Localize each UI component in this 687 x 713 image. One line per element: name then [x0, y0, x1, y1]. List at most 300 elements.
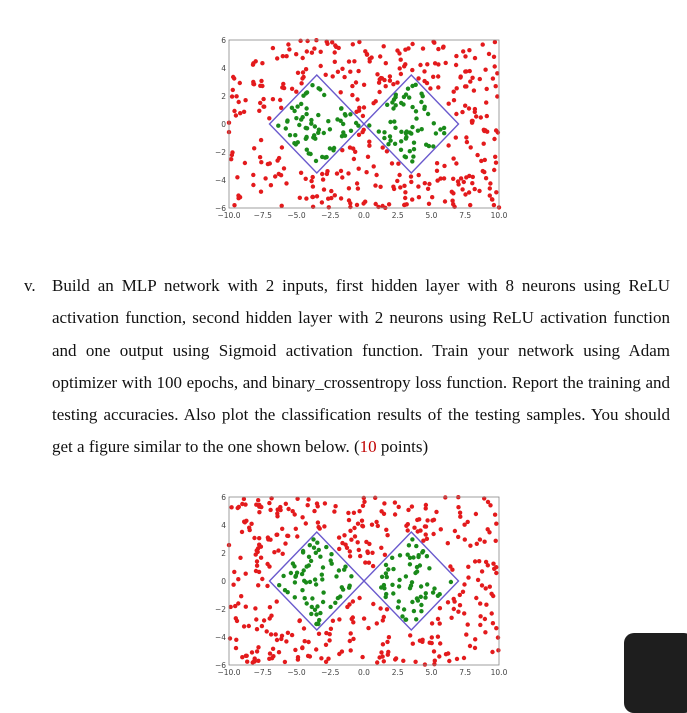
x-tick-label: 2.5 — [391, 668, 404, 675]
scatter-plot-bottom-svg — [207, 485, 507, 675]
red-point — [473, 107, 477, 111]
red-point — [493, 40, 497, 44]
green-point — [408, 586, 412, 590]
red-point — [284, 639, 288, 643]
red-point — [462, 180, 466, 184]
red-point — [432, 518, 436, 522]
red-point — [412, 526, 416, 530]
red-point — [315, 501, 319, 505]
green-point — [294, 116, 298, 120]
red-point — [473, 56, 477, 60]
red-point — [430, 641, 434, 645]
red-point — [254, 552, 258, 556]
green-point — [391, 106, 395, 110]
green-point — [316, 131, 320, 135]
red-point — [430, 635, 434, 639]
green-point — [312, 546, 316, 550]
red-point — [244, 572, 248, 576]
y-tick-label: 6 — [221, 36, 226, 45]
green-point — [331, 148, 335, 152]
red-point — [463, 537, 467, 541]
y-tick-label: 2 — [221, 549, 226, 558]
green-point — [403, 154, 407, 158]
red-point — [273, 174, 277, 178]
green-point — [385, 575, 389, 579]
red-point — [492, 203, 496, 207]
green-point — [425, 582, 429, 586]
green-point — [334, 574, 338, 578]
red-point — [251, 183, 255, 187]
red-point — [410, 42, 414, 46]
question-body: Build an MLP network with 2 inputs, first hidden layer with 8 neurons using ReLU activation function, second hidden layer with 2 neurons using ReLU activation function and one output using Sigmoid activation function. Train your network using Adam optimizer with 100 epochs, and binary_crossentropy loss function. Report the training and testing accuracies. Also plot the classification results of the testing samples. You should get a figure similar to the one shown below. ( — [52, 276, 670, 457]
green-point — [432, 586, 436, 590]
green-point — [337, 568, 341, 572]
green-point — [348, 112, 352, 116]
green-point — [277, 583, 281, 587]
green-point — [328, 127, 332, 131]
green-point — [399, 130, 403, 134]
red-point — [231, 88, 235, 92]
red-point — [402, 64, 406, 68]
red-point — [329, 189, 333, 193]
red-point — [248, 528, 252, 532]
x-tick-label: 10.0 — [490, 211, 507, 218]
red-point — [256, 659, 260, 663]
green-point — [308, 580, 312, 584]
red-point — [473, 187, 477, 191]
green-point — [321, 565, 325, 569]
red-point — [265, 584, 269, 588]
green-point — [411, 154, 415, 158]
red-point — [339, 169, 343, 173]
red-point — [232, 76, 236, 80]
red-point — [328, 632, 332, 636]
red-point — [322, 524, 326, 528]
red-point — [459, 176, 463, 180]
red-point — [463, 192, 467, 196]
green-point — [419, 603, 423, 607]
red-point — [349, 648, 353, 652]
red-point — [381, 642, 385, 646]
red-point — [333, 504, 337, 508]
red-point — [384, 528, 388, 532]
red-point — [371, 101, 375, 105]
red-point — [361, 504, 365, 508]
green-point — [397, 578, 401, 582]
red-point — [452, 597, 456, 601]
green-point — [396, 605, 400, 609]
red-point — [473, 559, 477, 563]
green-point — [449, 580, 453, 584]
x-tick-label: −2.5 — [321, 668, 340, 675]
red-point — [279, 173, 283, 177]
red-point — [242, 624, 246, 628]
red-point — [377, 90, 381, 94]
green-point — [380, 575, 384, 579]
red-point — [266, 535, 270, 539]
red-point — [240, 530, 244, 534]
red-point — [397, 173, 401, 177]
green-point — [314, 551, 318, 555]
green-point — [407, 95, 411, 99]
red-point — [477, 559, 481, 563]
y-tick-label: −4 — [214, 633, 226, 642]
red-point — [494, 626, 498, 630]
red-point — [371, 564, 375, 568]
question-text — [52, 270, 670, 464]
y-tick-label: −4 — [214, 176, 226, 185]
green-point — [402, 95, 406, 99]
red-point — [311, 184, 315, 188]
red-point — [464, 632, 468, 636]
red-point — [275, 533, 279, 537]
red-point — [378, 54, 382, 58]
green-point — [414, 116, 418, 120]
green-point — [322, 93, 326, 97]
red-point — [410, 197, 414, 201]
red-point — [375, 72, 379, 76]
red-point — [279, 637, 283, 641]
red-point — [364, 540, 368, 544]
red-point — [466, 622, 470, 626]
red-point — [436, 47, 440, 51]
red-point — [374, 520, 378, 524]
x-tick-label: −7.5 — [253, 211, 272, 218]
green-point — [338, 594, 342, 598]
red-point — [411, 642, 415, 646]
red-point — [340, 649, 344, 653]
y-tick-label: 4 — [221, 521, 226, 530]
red-point — [234, 113, 238, 117]
red-point — [280, 527, 284, 531]
red-point — [382, 659, 386, 663]
red-point — [243, 502, 247, 506]
red-point — [423, 662, 427, 666]
red-point — [351, 599, 355, 603]
green-point — [377, 129, 381, 133]
green-point — [299, 102, 303, 106]
red-point — [357, 133, 361, 137]
green-point — [315, 541, 319, 545]
red-point — [435, 169, 439, 173]
red-point — [485, 114, 489, 118]
green-point — [348, 584, 352, 588]
red-point — [425, 537, 429, 541]
y-tick-label: −2 — [214, 148, 226, 157]
red-point — [362, 105, 366, 109]
red-point — [475, 153, 479, 157]
red-point — [488, 186, 492, 190]
red-point — [468, 544, 472, 548]
red-point — [304, 177, 308, 181]
red-point — [494, 539, 498, 543]
red-point — [463, 54, 467, 58]
green-point — [404, 574, 408, 578]
red-point — [488, 193, 492, 197]
red-point — [305, 39, 309, 43]
green-point — [414, 617, 418, 621]
red-point — [278, 98, 282, 102]
red-point — [362, 83, 366, 87]
y-tick-label: 0 — [221, 120, 226, 129]
green-point — [390, 556, 394, 560]
red-point — [478, 601, 482, 605]
green-point — [301, 94, 305, 98]
red-point — [286, 631, 290, 635]
red-point — [300, 645, 304, 649]
red-point — [274, 632, 278, 636]
red-point — [252, 536, 256, 540]
red-point — [467, 174, 471, 178]
red-point — [496, 635, 500, 639]
red-point — [275, 56, 279, 60]
green-point — [415, 596, 419, 600]
red-point — [357, 106, 361, 110]
red-point — [302, 626, 306, 630]
red-point — [395, 179, 399, 183]
green-point — [399, 148, 403, 152]
red-point — [403, 196, 407, 200]
red-point — [478, 537, 482, 541]
red-point — [451, 156, 455, 160]
red-point — [357, 596, 361, 600]
red-point — [329, 627, 333, 631]
red-point — [372, 164, 376, 168]
red-point — [444, 61, 448, 65]
red-point — [488, 585, 492, 589]
red-point — [402, 203, 406, 207]
red-point — [229, 505, 233, 509]
red-point — [337, 617, 341, 621]
red-point — [385, 640, 389, 644]
red-point — [351, 42, 355, 46]
red-point — [468, 79, 472, 83]
red-point — [383, 553, 387, 557]
green-point — [412, 141, 416, 145]
red-point — [352, 526, 356, 530]
red-point — [333, 193, 337, 197]
green-point — [324, 155, 328, 159]
red-point — [320, 172, 324, 176]
red-point — [384, 84, 388, 88]
red-point — [418, 63, 422, 67]
red-point — [480, 569, 484, 573]
red-point — [323, 501, 327, 505]
red-point — [427, 182, 431, 186]
red-point — [421, 46, 425, 50]
red-point — [269, 614, 273, 618]
red-point — [463, 104, 467, 108]
red-point — [234, 638, 238, 642]
red-point — [333, 60, 337, 64]
green-point — [328, 605, 332, 609]
red-point — [379, 546, 383, 550]
red-point — [306, 503, 310, 507]
red-point — [237, 505, 241, 509]
red-point — [230, 153, 234, 157]
red-point — [424, 503, 428, 507]
red-point — [377, 81, 381, 85]
red-point — [350, 84, 354, 88]
red-point — [355, 181, 359, 185]
red-point — [325, 172, 329, 176]
red-point — [385, 533, 389, 537]
red-point — [290, 87, 294, 91]
red-point — [283, 660, 287, 664]
green-point — [304, 580, 308, 584]
red-point — [456, 535, 460, 539]
red-point — [438, 606, 442, 610]
green-point — [414, 83, 418, 87]
y-tick-label: 0 — [221, 577, 226, 586]
green-point — [339, 106, 343, 110]
red-point — [284, 502, 288, 506]
red-point — [238, 195, 242, 199]
red-point — [355, 97, 359, 101]
red-point — [343, 543, 347, 547]
red-point — [295, 534, 299, 538]
red-point — [496, 648, 500, 652]
red-point — [249, 522, 253, 526]
red-point — [416, 184, 420, 188]
red-point — [298, 618, 302, 622]
red-point — [324, 660, 328, 664]
green-point — [340, 134, 344, 138]
red-point — [324, 643, 328, 647]
red-point — [275, 511, 279, 515]
red-point — [348, 549, 352, 553]
green-point — [402, 607, 406, 611]
green-point — [304, 106, 308, 110]
green-point — [426, 112, 430, 116]
red-point — [454, 161, 458, 165]
green-point — [412, 609, 416, 613]
red-point — [491, 594, 495, 598]
red-point — [370, 523, 374, 527]
red-point — [483, 617, 487, 621]
green-point — [412, 147, 416, 151]
green-point — [281, 574, 285, 578]
overlay-panel — [624, 633, 687, 713]
red-point — [348, 554, 352, 558]
green-point — [341, 130, 345, 134]
red-point — [458, 603, 462, 607]
y-tick-label: −6 — [214, 204, 226, 213]
red-point — [259, 556, 263, 560]
green-point — [392, 119, 396, 123]
red-point — [490, 197, 494, 201]
red-point — [342, 75, 346, 79]
green-point — [404, 136, 408, 140]
green-point — [293, 580, 297, 584]
red-point — [314, 647, 318, 651]
green-point — [399, 139, 403, 143]
red-point — [280, 85, 284, 89]
green-point — [305, 90, 309, 94]
red-point — [282, 166, 286, 170]
red-point — [364, 170, 368, 174]
green-point — [324, 545, 328, 549]
red-point — [494, 128, 498, 132]
question-points: 10 — [359, 437, 377, 457]
red-point — [332, 509, 336, 513]
green-point — [406, 553, 410, 557]
red-point — [434, 510, 438, 514]
green-point — [414, 109, 418, 113]
red-point — [409, 174, 413, 178]
red-point — [277, 156, 281, 160]
red-point — [290, 633, 294, 637]
red-point — [432, 649, 436, 653]
red-point — [406, 508, 410, 512]
red-point — [260, 84, 264, 88]
red-point — [362, 128, 366, 132]
red-point — [430, 195, 434, 199]
red-point — [379, 650, 383, 654]
green-point — [415, 569, 419, 573]
green-point — [400, 614, 404, 618]
green-point — [312, 133, 316, 137]
red-point — [408, 633, 412, 637]
green-point — [322, 131, 326, 135]
green-point — [309, 559, 313, 563]
red-point — [360, 524, 364, 528]
red-point — [478, 623, 482, 627]
green-point — [315, 604, 319, 608]
red-point — [250, 650, 254, 654]
red-point — [268, 605, 272, 609]
red-point — [466, 575, 470, 579]
green-point — [424, 591, 428, 595]
red-point — [401, 659, 405, 663]
green-point — [307, 555, 311, 559]
red-point — [304, 196, 308, 200]
red-point — [296, 71, 300, 75]
red-point — [474, 114, 478, 118]
red-point — [387, 202, 391, 206]
green-point — [397, 584, 401, 588]
red-point — [260, 577, 264, 581]
green-point — [342, 568, 346, 572]
red-point — [349, 631, 353, 635]
green-point — [313, 124, 317, 128]
red-point — [319, 64, 323, 68]
red-point — [304, 67, 308, 71]
red-point — [490, 650, 494, 654]
green-point — [421, 549, 425, 553]
red-point — [294, 90, 298, 94]
red-point — [286, 507, 290, 511]
red-point — [333, 43, 337, 47]
red-point — [243, 520, 247, 524]
green-point — [314, 159, 318, 163]
red-point — [371, 602, 375, 606]
red-point — [271, 97, 275, 101]
red-point — [470, 76, 474, 80]
red-point — [395, 48, 399, 52]
red-point — [399, 58, 403, 62]
red-point — [237, 100, 241, 104]
green-point — [309, 118, 313, 122]
red-point — [258, 101, 262, 105]
red-point — [477, 189, 481, 193]
y-tick-label: 4 — [221, 64, 226, 73]
red-point — [337, 535, 341, 539]
red-point — [260, 61, 264, 65]
green-point — [419, 92, 423, 96]
red-point — [397, 505, 401, 509]
red-point — [360, 519, 364, 523]
